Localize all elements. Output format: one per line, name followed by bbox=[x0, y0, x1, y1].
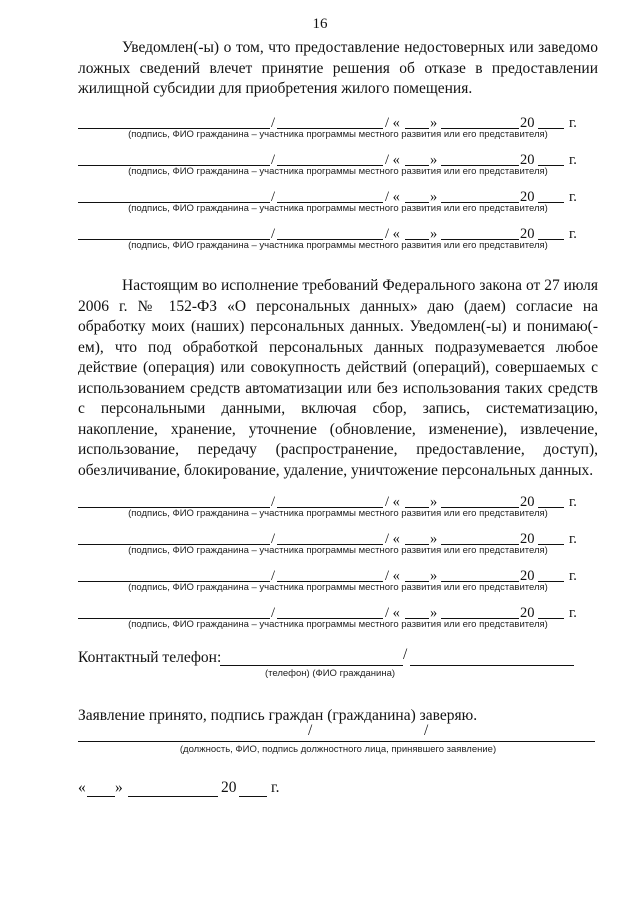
slash-quote: / « bbox=[385, 152, 400, 168]
year-suffix: г. bbox=[569, 226, 577, 242]
close-quote: » bbox=[430, 152, 438, 168]
year-suffix: г. bbox=[569, 152, 577, 168]
acceptance-slash-2: / bbox=[424, 722, 429, 739]
year-prefix: 20 bbox=[520, 531, 535, 547]
date-day-line[interactable] bbox=[87, 796, 115, 797]
year-prefix: 20 bbox=[520, 494, 535, 510]
slash: / bbox=[271, 226, 276, 242]
slash-quote: / « bbox=[385, 115, 400, 131]
slash: / bbox=[271, 568, 276, 584]
date-year-line[interactable] bbox=[239, 796, 267, 797]
year-suffix: г. bbox=[569, 189, 577, 205]
close-quote: » bbox=[430, 531, 438, 547]
signature-caption: (подпись, ФИО гражданина – участника программы местного развития или его представителя) bbox=[128, 508, 548, 519]
close-quote: » bbox=[430, 494, 438, 510]
date-open-quote: « bbox=[78, 779, 86, 796]
year-prefix: 20 bbox=[520, 605, 535, 621]
slash: / bbox=[271, 531, 276, 547]
year-prefix: 20 bbox=[520, 189, 535, 205]
date-month-line[interactable] bbox=[128, 796, 218, 797]
signature-caption: (подпись, ФИО гражданина – участника программы местного развития или его представителя) bbox=[128, 545, 548, 556]
signature-caption: (подпись, ФИО гражданина – участника программы местного развития или его представителя) bbox=[128, 203, 548, 214]
signature-caption: (подпись, ФИО гражданина – участника программы местного развития или его представителя) bbox=[128, 240, 548, 251]
notice-paragraph bbox=[78, 38, 598, 100]
year-prefix: 20 bbox=[520, 226, 535, 242]
slash: / bbox=[271, 494, 276, 510]
slash: / bbox=[271, 605, 276, 621]
consent-text: Настоящим во исполнение требований Федерального закона от 27 июля 2006 г. № 152-ФЗ «О персональных данных» даю (даем) согласие на обработку моих (наших) персональных данных. Уведомлен(-ы) и понимаю(-ем), что под обработкой персональных данных подразумевается любое действие (операция) или совокупность действий (операций), совершаемых с использованием средств автоматизации или без использования таких средств с персональными данными, включая сбор, запись, систематизацию, накопление, хранение, уточнение (обновление, изменение), извлечение, использование, передачу (распространение, предоставление, доступ), обезличивание, блокирование, удаление, уничтожение персональных данных. bbox=[78, 277, 598, 479]
slash: / bbox=[271, 189, 276, 205]
close-quote: » bbox=[430, 568, 438, 584]
year-suffix: г. bbox=[569, 568, 577, 584]
year-prefix: 20 bbox=[520, 115, 535, 131]
signature-caption: (подпись, ФИО гражданина – участника программы местного развития или его представителя) bbox=[128, 619, 548, 630]
slash-quote: / « bbox=[385, 605, 400, 621]
page-number: 16 bbox=[312, 16, 328, 32]
year-suffix: г. bbox=[569, 531, 577, 547]
signature-caption: (подпись, ФИО гражданина – участника программы местного развития или его представителя) bbox=[128, 166, 548, 177]
slash: / bbox=[271, 152, 276, 168]
slash-quote: / « bbox=[385, 568, 400, 584]
slash-quote: / « bbox=[385, 226, 400, 242]
contact-name-input-line[interactable] bbox=[410, 665, 574, 666]
acceptance-text: Заявление принято, подпись граждан (гражданина) заверяю. bbox=[78, 707, 478, 724]
signature-caption: (подпись, ФИО гражданина – участника программы местного развития или его представителя) bbox=[128, 582, 548, 593]
consent-paragraph bbox=[78, 276, 598, 481]
acceptance-caption: (должность, ФИО, подпись должностного лица, принявшего заявление) bbox=[179, 744, 497, 755]
date-close-quote: » bbox=[115, 779, 123, 796]
contact-slash: / bbox=[403, 646, 408, 663]
slash-quote: / « bbox=[385, 531, 400, 547]
date-year-prefix: 20 bbox=[221, 779, 237, 796]
slash-quote: / « bbox=[385, 189, 400, 205]
close-quote: » bbox=[430, 226, 438, 242]
acceptance-signature-line[interactable] bbox=[78, 741, 595, 742]
year-prefix: 20 bbox=[520, 152, 535, 168]
close-quote: » bbox=[430, 605, 438, 621]
notice-text: Уведомлен(-ы) о том, что предоставление недостоверных или заведомо ложных сведений влечет принятие решения об отказе в предоставлении жилищной субсидии для приобретения жилого помещения. bbox=[78, 39, 598, 97]
contact-caption: (телефон) (ФИО гражданина) bbox=[264, 668, 396, 679]
contact-phone-label: Контактный телефон: bbox=[78, 649, 222, 666]
phone-input-line[interactable] bbox=[220, 665, 403, 666]
year-suffix: г. bbox=[569, 605, 577, 621]
signature-caption: (подпись, ФИО гражданина – участника программы местного развития или его представителя) bbox=[128, 129, 548, 140]
slash-quote: / « bbox=[385, 494, 400, 510]
year-prefix: 20 bbox=[520, 568, 535, 584]
year-suffix: г. bbox=[569, 115, 577, 131]
close-quote: » bbox=[430, 115, 438, 131]
acceptance-slash-1: / bbox=[308, 722, 313, 739]
date-year-suffix: г. bbox=[271, 779, 280, 796]
close-quote: » bbox=[430, 189, 438, 205]
year-suffix: г. bbox=[569, 494, 577, 510]
slash: / bbox=[271, 115, 276, 131]
